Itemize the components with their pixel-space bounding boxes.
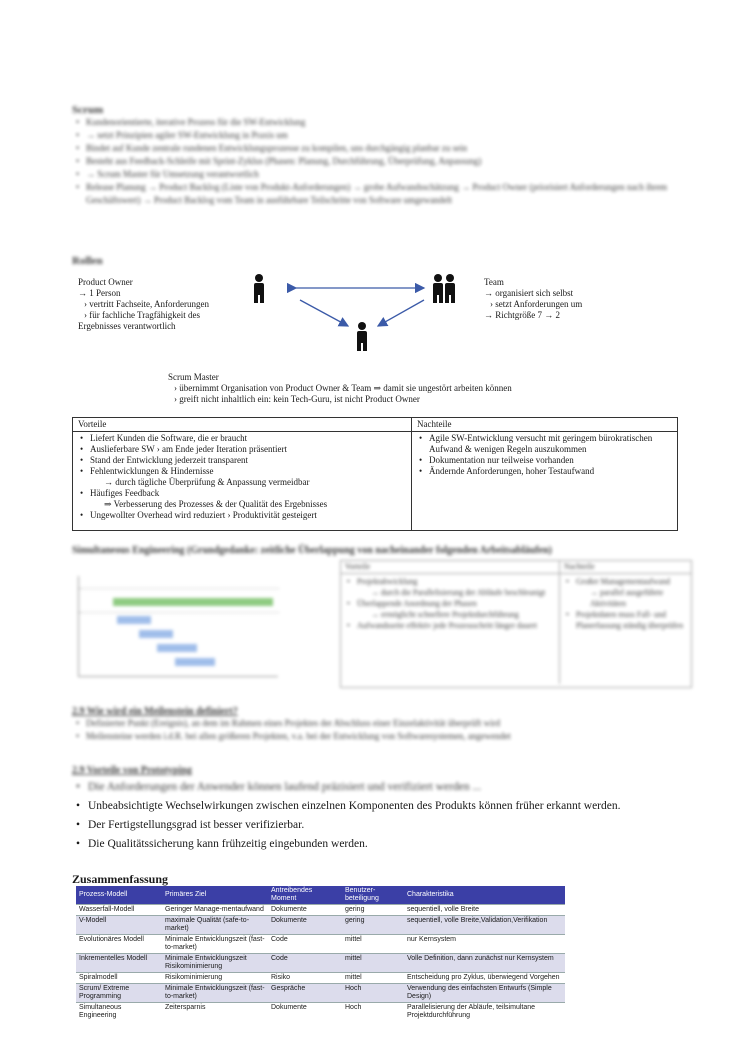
gantt-bar xyxy=(113,598,273,606)
scrum-vorteile-nachteile-table xyxy=(72,417,678,531)
table-cell: nur Kernsystem xyxy=(404,935,565,954)
list-item: • Stand der Entwicklung jederzeit transparent xyxy=(78,455,406,466)
table-cell: Gespräche xyxy=(268,984,342,1003)
table-cell: Hoch xyxy=(342,1003,404,1022)
gantt-caption xyxy=(78,562,278,576)
table-row xyxy=(76,935,565,954)
table-cell: mittel xyxy=(342,973,404,984)
table-cell: Simultaneous Engineering xyxy=(76,1003,162,1022)
table-cell: Scrum/ Extreme Programming xyxy=(76,984,162,1003)
table-cell: Spiralmodell xyxy=(76,973,162,984)
table-cell: Volle Definition, dann zunächst nur Kernsystem xyxy=(404,954,565,973)
simultaneous-table xyxy=(340,560,692,688)
list-subitem: ⇒ Verbesserung des Prozesses & der Qualität des Ergebnisses xyxy=(104,499,328,509)
table-cell: Risiko xyxy=(268,973,342,984)
text-line: › für fachliche Tragfähigkeit des xyxy=(84,310,200,320)
table-cell: Risikominimierung xyxy=(162,973,268,984)
table-cell: Geringer Manage-mentaufwand xyxy=(162,905,268,916)
table-cell: Minimale Entwicklungszeit (fast-to-market) xyxy=(162,935,268,954)
table-cell: mittel xyxy=(342,954,404,973)
arrow-team-sm xyxy=(378,300,424,326)
scrum-master-block xyxy=(168,372,688,405)
list-item: • Auslieferbare SW › am Ende jeder Iteration präsentiert xyxy=(78,444,406,455)
list-item: • Überlappende Anordnung der Phasen xyxy=(345,598,555,609)
table-cell: Minimale Entwicklungszeit (fast-to-market) xyxy=(162,984,268,1003)
vorteile-cell xyxy=(73,432,412,531)
list-item: • → Scrum Master für Umsetzung verantwortlich xyxy=(86,168,672,181)
roles-arrows xyxy=(0,0,750,400)
arrow-po-sm xyxy=(300,300,348,326)
list-item: • Aufwandsseite effektiv jede Prozessschritt länger dauert xyxy=(345,620,555,631)
text-line: › setzt Anforderungen um xyxy=(490,299,583,309)
gantt-diagram xyxy=(78,562,278,684)
zusammenfassung-title: Zusammenfassung xyxy=(72,872,169,886)
product-owner-name: Product Owner xyxy=(78,277,133,287)
column-header: Antreibendes Moment xyxy=(268,886,342,905)
table-cell: Dokumente xyxy=(268,905,342,916)
sim-nachteile-header: Nachteile xyxy=(564,562,595,571)
zusammenfassung-table xyxy=(76,886,565,1021)
list-item: • Projektabwicklung xyxy=(345,576,555,587)
list-subitem: → ermöglicht schnellere Projektdurchführung xyxy=(371,610,519,619)
text-line: › vertritt Fachseite, Anforderungen xyxy=(84,299,209,309)
text-line: Ergebnisses verantwortlich xyxy=(78,321,176,331)
list-item: • Ungewollter Overhead wird reduziert › Produktivität gesteigert xyxy=(78,510,406,521)
table-cell: Entscheidung pro Zyklus, überwiegend Vorgehen xyxy=(404,973,565,984)
text-line: › übernimmt Organisation von Product Owner & Team ⇒ damit sie ungestört arbeiten können xyxy=(174,383,512,393)
list-item: • Der Fertigstellungsgrad ist besser verifizierbar. xyxy=(88,816,692,835)
list-item: • → setzt Prinzipien agiler SW-Entwicklung in Praxis um xyxy=(86,129,672,142)
list-item: • Unbeabsichtigte Wechselwirkungen zwischen einzelnen Komponenten des Produkts können früher erkannt werden. xyxy=(88,797,692,816)
table-cell: Verwendung des einfachsten Entwurfs (Simple Design) xyxy=(404,984,565,1003)
table-cell: Dokumente xyxy=(268,1003,342,1022)
column-header: Prozess-Modell xyxy=(76,886,162,905)
table-cell: Hoch xyxy=(342,984,404,1003)
sim-vorteile-header: Vorteile xyxy=(341,561,560,573)
scrum-title: Scrum xyxy=(72,104,104,116)
table-cell: mittel xyxy=(342,935,404,954)
list-item: • Bindet auf Kunde zentrale rundenen Entwicklungsprozesse zu kompilen, uns durchgängig planbar zu sein xyxy=(86,142,672,155)
list-item: • Agile SW-Entwicklung versucht mit geringem bürokratischen Aufwand & wenigen Regeln auszukommen xyxy=(417,433,672,455)
table-cell: gering xyxy=(342,916,404,935)
list-item: • Ändernde Anforderungen, hoher Testaufwand xyxy=(417,466,672,477)
gantt-bar xyxy=(117,616,151,624)
list-subitem: → parallel ausgeführte Aktivitäten xyxy=(590,588,664,608)
table-row xyxy=(76,984,565,1003)
column-header: Primäres Ziel xyxy=(162,886,268,905)
table-cell: maximale Qualität (safe-to-market) xyxy=(162,916,268,935)
table-row xyxy=(76,973,565,984)
list-item: • Meilensteine werden i.d.R. bei allen größeren Projekten, v.a. bei der Entwicklung von Softwaresystemen, angewendet xyxy=(86,730,692,743)
table-cell: V-Modell xyxy=(76,916,162,935)
table-row xyxy=(76,1003,565,1022)
list-item: • Definierter Punkt (Ereignis), an dem im Rahmen eines Projektes der Abschluss einer Einzelaktivität überprüft wird xyxy=(86,717,692,730)
column-header: Benutzer-beteiligung xyxy=(342,886,404,905)
list-item: • Liefert Kunden die Software, die er braucht xyxy=(78,433,406,444)
meilenstein-section xyxy=(72,706,692,743)
table-row xyxy=(76,905,565,916)
table-cell: sequentiell, volle Breite,Validation,Verifikation xyxy=(404,916,565,935)
list-item: • Großer Managementaufwand xyxy=(564,576,687,587)
table-row xyxy=(76,954,565,973)
table-cell: Dokumente xyxy=(268,916,342,935)
list-item: • Release Planung → Product Backlog (Liste von Produkt-Anforderungen) → grobe Aufwandsschätzung → Product Owner (priorisiert Anforderungen nach ihrem Geschäftswert) → Product Backlog vom Team in ausführbare Teilschritte von Software umgewandelt xyxy=(86,181,672,207)
list-item: • Die Anforderungen der Anwender können laufend präzisiert und verifiziert werden ... xyxy=(88,778,692,797)
text-line: › greift nicht inhaltlich ein: kein Tech-Guru, ist nicht Product Owner xyxy=(174,394,420,404)
nachteile-cell xyxy=(412,432,678,531)
prototyping-title: 2.9 Vorteile von Prototyping xyxy=(72,765,192,776)
table-row xyxy=(76,916,565,935)
team-name: Team xyxy=(484,277,504,287)
meilenstein-title: 2.9 Wie wird ein Meilenstein definiert? xyxy=(72,706,238,717)
table-cell: Parallelisierung der Abläufe, teilsimultane Projektdurchführung xyxy=(404,1003,565,1022)
list-subitem: → durch tägliche Überprüfung & Anpassung vermeidbar xyxy=(104,477,310,487)
list-item: • Dokumentation nur teilweise vorhanden xyxy=(417,455,672,466)
list-item: • Die Qualitätssicherung kann frühzeitig eingebunden werden. xyxy=(88,835,692,854)
prototyping-bullets xyxy=(72,778,692,854)
table-cell: Code xyxy=(268,954,342,973)
table-cell: Zeitersparnis xyxy=(162,1003,268,1022)
list-item: • Fehlentwicklungen & Hindernisse xyxy=(78,466,406,477)
nachteile-header: Nachteile xyxy=(412,418,678,432)
rollen-title: Rollen xyxy=(72,255,103,267)
text-line: → 1 Person xyxy=(78,288,121,298)
list-subitem: → durch die Parallelisierung der Abläufe beschleunigt xyxy=(371,588,546,597)
table-cell: Minimale Entwicklungszeit Risikominimierung xyxy=(162,954,268,973)
table-header-row xyxy=(76,886,565,905)
scrum-master-name: Scrum Master xyxy=(168,372,219,382)
meilenstein-bullets xyxy=(72,717,692,743)
list-item: • Besteht aus Feedback-Schleife mit Sprint-Zyklus (Phasen: Planung, Durchführung, Überprüfung, Anpassung) xyxy=(86,155,672,168)
list-item: • Häufiges Feedback xyxy=(78,488,406,499)
gantt-bar xyxy=(139,630,173,638)
vorteile-header: Vorteile xyxy=(73,418,412,432)
table-cell: Wasserfall-Modell xyxy=(76,905,162,916)
gantt-bar xyxy=(175,658,215,666)
text-line: → Richtgröße 7 → 2 xyxy=(484,310,560,320)
list-item: • Projektdaten muss Fall- und Planerfassung ständig überprüfen xyxy=(564,609,687,631)
table-cell: Evolutionäres Modell xyxy=(76,935,162,954)
table-cell: gering xyxy=(342,905,404,916)
gantt-bar xyxy=(157,644,197,652)
table-cell: Inkrementelles Modell xyxy=(76,954,162,973)
table-cell: Code xyxy=(268,935,342,954)
list-item: • Kundenorientierte, iterative Prozess für die SW-Entwicklung xyxy=(86,116,672,129)
simultaneous-title: Simultaneous Engineering (Grundgedanke: zeitliche Überlappung von nacheinander folgenden Arbeitsabläufen) xyxy=(72,545,552,556)
text-line: → organisiert sich selbst xyxy=(484,288,574,298)
prototyping-section xyxy=(72,765,692,854)
table-cell: sequentiell, volle Breite xyxy=(404,905,565,916)
column-header: Charakteristika xyxy=(404,886,565,905)
